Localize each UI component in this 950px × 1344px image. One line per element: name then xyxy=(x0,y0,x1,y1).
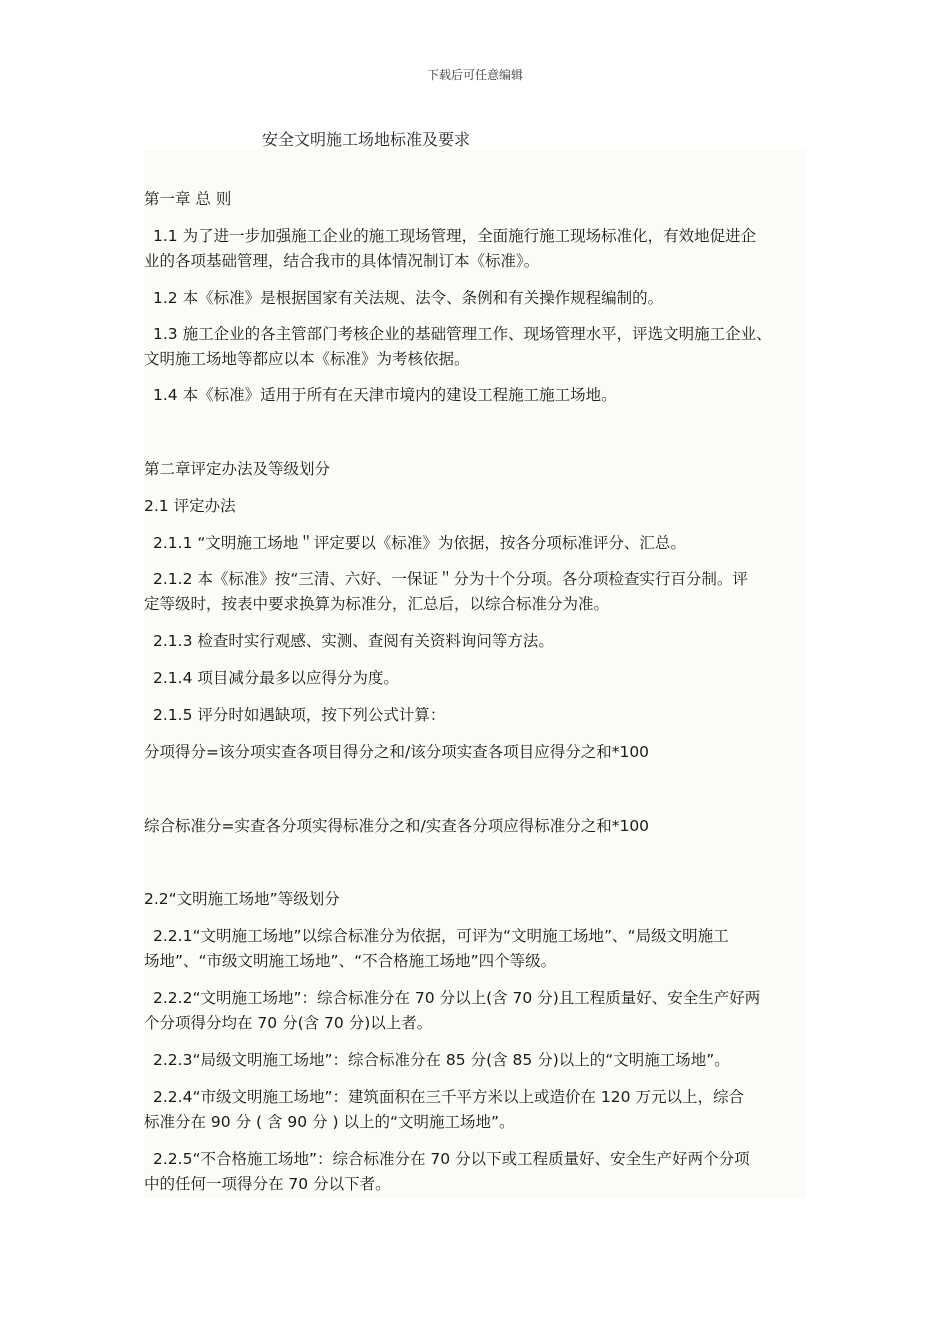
para-2-1-2-line-2: 定等级时，按表中要求换算为标准分，汇总后，以综合标准分为准。 xyxy=(144,595,610,613)
chapter-2-heading: 第二章评定办法及等级划分 xyxy=(144,460,331,478)
para-2-2-5-line-2: 中的任何一项得分在 70 分以下者。 xyxy=(144,1175,391,1193)
document-title: 安全文明施工场地标准及要求 xyxy=(262,130,471,149)
header-note: 下载后可任意编辑 xyxy=(426,68,523,82)
para-2-1-3: 2.1.3 检查时实行观感、实测、查阅有关资料询问等方法。 xyxy=(153,632,554,650)
para-2-1-4: 2.1.4 项目减分最多以应得分为度。 xyxy=(153,669,399,687)
para-2-1-2-line-1: 2.1.2 本《标准》按“三清、六好、一保证＂分为十个分项。各分项检查实行百分制。评 xyxy=(153,570,748,588)
para-2-2-1-line-2: 场地”、“市级文明施工场地”、“不合格施工场地”四个等级。 xyxy=(144,952,557,970)
formula-overall-score: 综合标准分=实查各分项实得标准分之和/实查各分项应得标准分之和*100 xyxy=(144,817,650,835)
para-1-3-line-2: 文明施工场地等都应以本《标准》为考核依据。 xyxy=(144,350,470,368)
para-1-3-line-1: 1.3 施工企业的各主管部门考核企业的基础管理工作、现场管理水平，评选文明施工企业、 xyxy=(153,325,772,343)
para-2-2-4-line-2: 标准分在 90 分 ( 含 90 分 ) 以上的“文明施工场地”。 xyxy=(144,1113,515,1131)
para-1-1-line-2: 业的各项基础管理，结合我市的具体情况制订本《标准》。 xyxy=(144,252,540,270)
para-2-2-3: 2.2.3“局级文明施工场地”：综合标准分在 85 分(含 85 分)以上的“文明施工场地”。 xyxy=(153,1051,730,1069)
para-1-1-line-1: 1.1 为了进一步加强施工企业的施工现场管理，全面施行施工现场标准化，有效地促进企 xyxy=(153,227,757,245)
para-2-1-1: 2.1.1 “文明施工场地＂评定要以《标准》为依据，按各分项标准评分、汇总。 xyxy=(153,534,686,552)
para-2-2-5-line-1: 2.2.5“不合格施工场地”：综合标准分在 70 分以下或工程质量好、安全生产好两个分项 xyxy=(153,1150,750,1168)
section-2-1-heading: 2.1 评定办法 xyxy=(144,497,236,515)
para-2-2-1-line-1: 2.2.1“文明施工场地”以综合标准分为依据，可评为“文明施工场地”、“局级文明施工 xyxy=(153,927,729,945)
formula-subitem-score: 分项得分=该分项实查各项目得分之和/该分项实查各项目应得分之和*100 xyxy=(144,743,650,761)
para-2-2-2-line-1: 2.2.2“文明施工场地”：综合标准分在 70 分以上(含 70 分)且工程质量好、安全生产好两 xyxy=(153,989,761,1007)
para-2-2-4-line-1: 2.2.4“市级文明施工场地”：建筑面积在三千平方米以上或造价在 120 万元以上，综合 xyxy=(153,1088,744,1106)
para-2-2-2-line-2: 个分项得分均在 70 分(含 70 分)以上者。 xyxy=(144,1014,433,1032)
section-2-2-heading: 2.2“文明施工场地”等级划分 xyxy=(144,890,340,908)
para-1-4: 1.4 本《标准》适用于所有在天津市境内的建设工程施工施工场地。 xyxy=(153,386,617,404)
chapter-1-heading: 第一章 总 则 xyxy=(144,190,232,208)
para-2-1-5: 2.1.5 评分时如遇缺项，按下列公式计算： xyxy=(153,706,446,724)
para-1-2: 1.2 本《标准》是根据国家有关法规、法令、条例和有关操作规程编制的。 xyxy=(153,289,664,307)
